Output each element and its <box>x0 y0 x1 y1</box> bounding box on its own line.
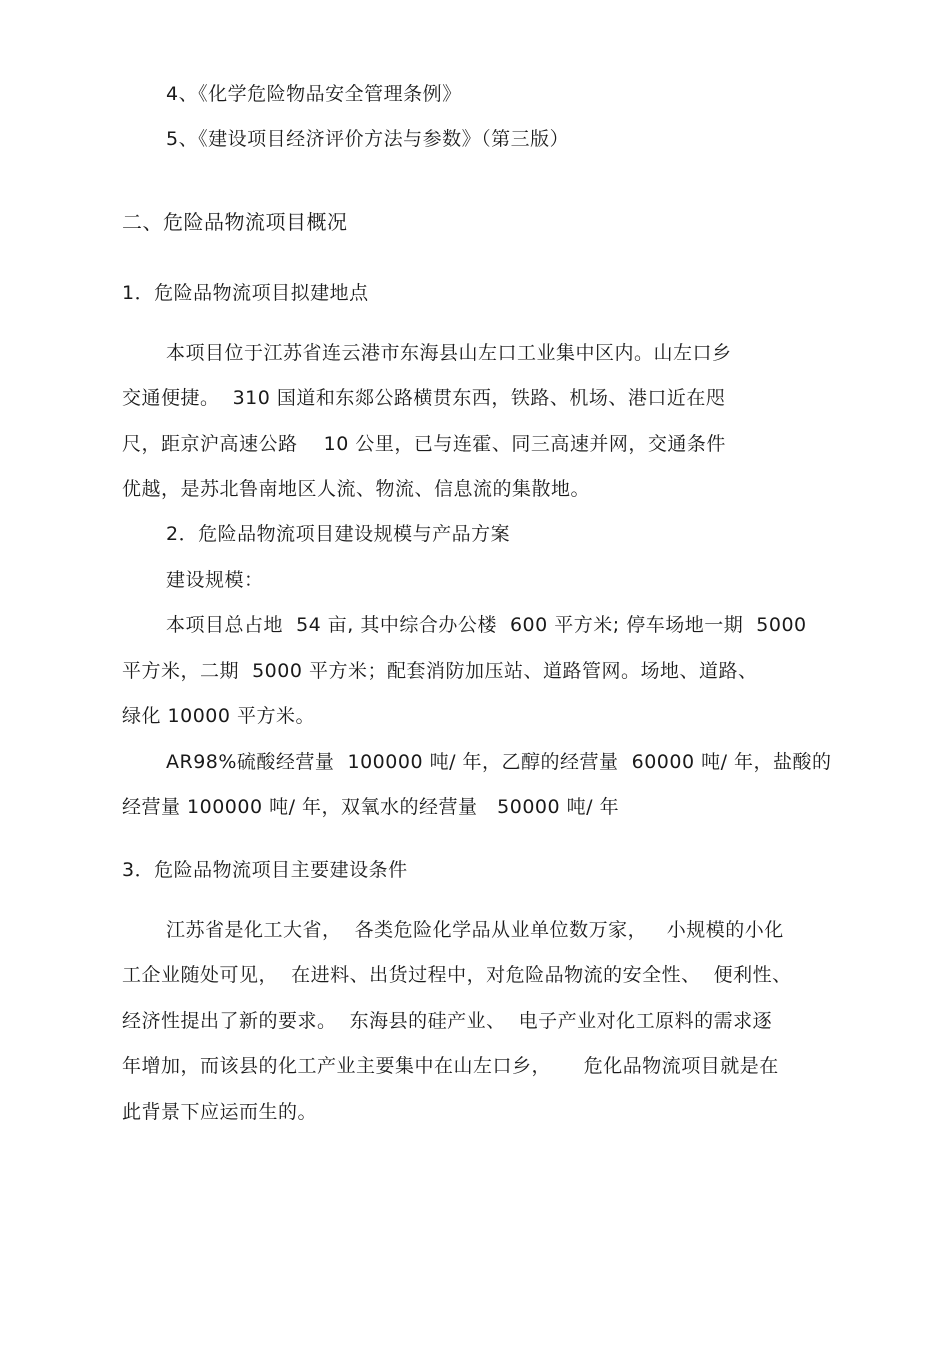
paragraph-line: 经济性提出了新的要求。 东海县的硅产业、 电子产业对化工原料的需求逐 <box>122 1010 773 1032</box>
paragraph-line: 绿化 10000 平方米。 <box>122 705 316 727</box>
paragraph-line: 平方米，二期 5000 平方米；配套消防加压站、道路管网。场地、道路、 <box>122 660 758 682</box>
subsection-1-heading: 1．危险品物流项目拟建地点 <box>122 282 369 304</box>
paragraph-line: 年增加，而该县的化工产业主要集中在山左口乡， 危化品物流项目就是在 <box>122 1055 779 1077</box>
paragraph-line: 工企业随处可见， 在进料、出货过程中，对危险品物流的安全性、 便利性、 <box>122 964 792 986</box>
paragraph-line: 经营量 100000 吨/ 年，双氧水的经营量 50000 吨/ 年 <box>122 796 620 818</box>
reference-item-4: 4、《化学危险物品安全管理条例》 <box>166 83 462 105</box>
paragraph-line: 江苏省是化工大省， 各类危险化学品从业单位数万家， 小规模的小化 <box>166 919 784 941</box>
paragraph-line: 交通便捷。 310 国道和东郯公路横贯东西，铁路、机场、港口近在咫 <box>122 387 726 409</box>
reference-item-5: 5、《建设项目经济评价方法与参数》（第三版） <box>166 128 570 150</box>
subsection-2-heading: 2．危险品物流项目建设规模与产品方案 <box>166 523 511 545</box>
subsection-3-heading: 3．危险品物流项目主要建设条件 <box>122 859 408 881</box>
paragraph-line: 本项目位于江苏省连云港市东海县山左口工业集中区内。山左口乡 <box>166 342 732 364</box>
paragraph-line: 尺，距京沪高速公路 10 公里，已与连霍、同三高速并网，交通条件 <box>122 433 726 455</box>
section-2-heading: 二、危险品物流项目概况 <box>122 210 348 234</box>
paragraph-line: 此背景下应运而生的。 <box>122 1101 318 1123</box>
paragraph-line: AR98%硫酸经营量 100000 吨/ 年，乙醇的经营量 60000 吨/ 年，盐酸的 <box>166 751 832 773</box>
scale-label: 建设规模： <box>166 569 264 591</box>
paragraph-line: 优越，是苏北鲁南地区人流、物流、信息流的集散地。 <box>122 478 591 500</box>
paragraph-line: 本项目总占地 54 亩, 其中综合办公楼 600 平方米; 停车场地一期 5000 <box>166 614 807 636</box>
